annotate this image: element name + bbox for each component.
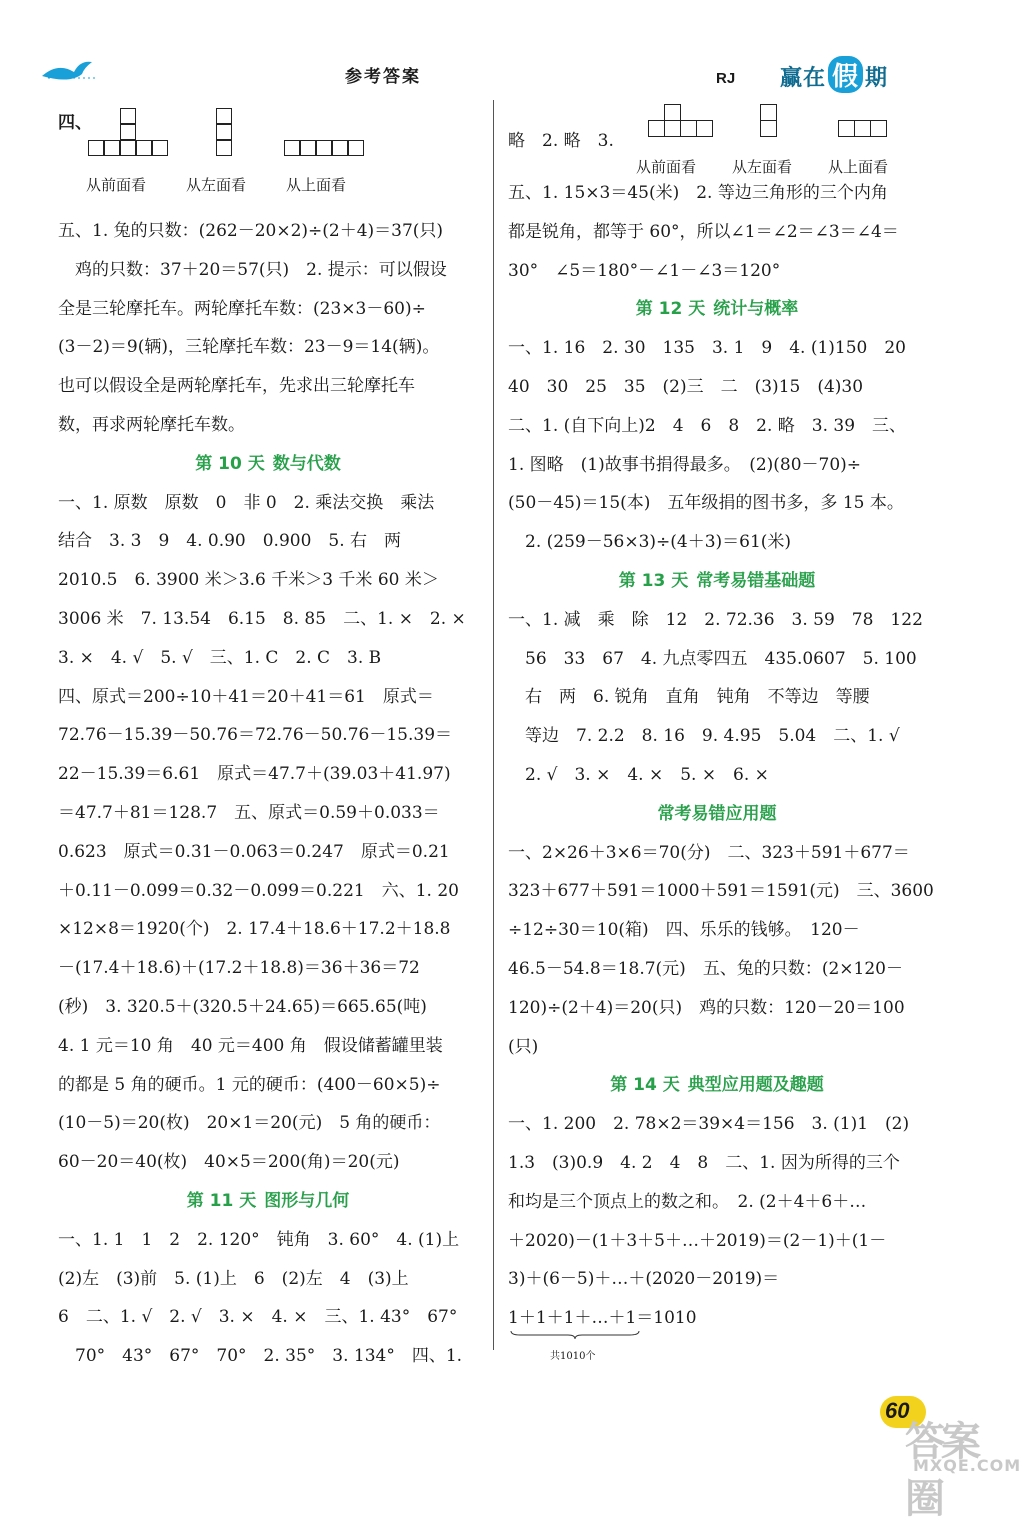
- text-line: 56 33 67 4. 九点零四五 435.0607 5. 100: [508, 648, 917, 669]
- watermark: [905, 1410, 1021, 1522]
- text-line: 3006 米 7. 13.54 6.15 8. 85 二、1. × 2. ×: [58, 608, 466, 629]
- watermark-top: 答案圈: [905, 1419, 977, 1522]
- text-line: 323＋677＋591＝1000＋591＝1591(元) 三、3600: [508, 881, 934, 902]
- text-line: 和均是三个顶点上的数之和。 2. (2＋4＋6＋…: [508, 1191, 867, 1212]
- answer-block-14: [508, 1105, 926, 1338]
- brand-pre: 赢在: [780, 66, 827, 91]
- section-day: 第 11 天: [186, 1190, 257, 1211]
- text-line: 3)＋(6－5)＋…＋(2020－2019)＝: [508, 1269, 780, 1290]
- views-diagram-right: [508, 100, 926, 174]
- text-line: 2. (259－56×3)÷(4＋3)＝61(米): [508, 532, 792, 553]
- text-line: (只): [508, 1036, 539, 1057]
- text-line: 30° ∠5＝180°－∠1－∠3＝120°: [508, 260, 781, 281]
- text-line: 120)÷(2＋4)＝20(只) 鸡的只数：120－20＝100: [508, 997, 905, 1018]
- text-line: 46.5－54.8＝18.7(元) 五、兔的只数：(2×120－: [508, 958, 903, 979]
- section-title-day11: [58, 1182, 478, 1221]
- answer-block-11-cont: [508, 174, 926, 290]
- answer-block-9: [58, 212, 478, 445]
- section-title-day14: [508, 1066, 926, 1105]
- text-line: 3. × 4. √ 5. √ 三、1. C 2. C 3. B: [58, 647, 382, 668]
- text-line: 全是三轮摩托车。两轮摩托车数：(23×3－60)÷: [58, 298, 426, 319]
- text-line: 的都是 5 角的硬币。1 元的硬币：(400－60×5)÷: [58, 1074, 441, 1095]
- text-line: 一、1. 200 2. 78×2＝39×4＝156 3. (1)1 (2): [508, 1114, 910, 1135]
- text-line: (10－5)＝20(枚) 20×1＝20(元) 5 角的硬币：: [58, 1113, 441, 1134]
- text-line: 40 30 25 35 (2)三 二 (3)15 (4)30: [508, 376, 864, 397]
- underbrace-label: 共1010个: [550, 1350, 596, 1362]
- text-line: 结合 3. 3 9 4. 0.90 0.900 5. 右 两: [58, 531, 402, 552]
- text-line: (2)左 (3)前 5. (1)上 6 (2)左 4 (3)上: [58, 1268, 409, 1289]
- text-line: 等边 7. 2.2 8. 16 9. 4.95 5.04 二、1. √: [508, 726, 900, 747]
- text-line: ＋0.11－0.099＝0.32－0.099＝0.221 六、1. 20: [58, 880, 459, 901]
- text-line: 都是锐角，都等于 60°，所以∠1＝∠2＝∠3＝∠4＝: [508, 221, 899, 242]
- section-title-day13: [508, 562, 926, 601]
- text-line: ÷12÷30＝10(箱) 四、乐乐的钱够。 120－: [508, 920, 860, 941]
- text-line: (50－45)＝15(本) 五年级捐的图书多，多 15 本。: [508, 493, 904, 514]
- edition-label: RJ: [716, 70, 736, 87]
- section-topic: 常考易错应用题: [657, 803, 777, 824]
- views-diagram-left: [58, 100, 478, 212]
- section-topic: 统计与概率: [713, 299, 799, 320]
- q4-label: 四、: [58, 113, 92, 133]
- section-title-day12: [508, 290, 926, 329]
- text-line: 4. 1 元＝10 角 40 元＝400 角 假设储蓄罐里装: [58, 1035, 443, 1056]
- text-line: 一、1. 1 1 2 2. 120° 钝角 3. 60° 4. (1)上: [58, 1229, 460, 1250]
- text-line: 0.623 原式＝0.31－0.063＝0.247 原式＝0.21: [58, 841, 450, 862]
- text-line: 也可以假设全是两轮摩托车，先求出三轮摩托车: [58, 376, 415, 397]
- section-topic: 常考易错基础题: [696, 570, 816, 591]
- answer-block-12: [508, 329, 926, 562]
- view-label-left: 从左面看: [186, 176, 247, 194]
- brand-post: 期: [865, 66, 889, 91]
- view-label-left: 从左面看: [732, 158, 793, 176]
- text-line: 鸡的只数：37＋20＝57(只) 2. 提示：可以假设: [58, 259, 447, 280]
- underbrace-block: [508, 1338, 926, 1362]
- answer-block-13: [508, 601, 926, 795]
- section-topic: 数与代数: [272, 453, 341, 474]
- text-line: 72.76－15.39－50.76＝72.76－50.76－15.39＝: [58, 725, 453, 746]
- text-line: 一、1. 原数 原数 0 非 0 2. 乘法交换 乘法: [58, 492, 435, 513]
- view-label-front: 从前面看: [636, 158, 697, 176]
- view-label-front: 从前面看: [86, 176, 147, 194]
- text-line: 2. √ 3. × 4. × 5. × 6. ×: [508, 764, 769, 785]
- text-line: 1. 图略 (1)故事书捐得最多。 (2)(80－70)÷: [508, 454, 862, 475]
- text-line: 五、1. 15×3＝45(米) 2. 等边三角形的三个内角: [508, 183, 888, 203]
- brand-logo: [780, 56, 930, 92]
- q23-prefix: 略 2. 略 3.: [508, 131, 614, 151]
- section-topic: 典型应用题及趣题: [687, 1075, 824, 1096]
- brand-big: 假: [828, 56, 863, 93]
- text-line: 60－20＝40(枚) 40×5＝200(角)＝20(元): [58, 1152, 400, 1173]
- section-day: 第 13 天: [618, 570, 689, 591]
- text-line: 一、1. 16 2. 30 135 3. 1 9 4. (1)150 20: [508, 338, 906, 359]
- text-line: ＝47.7＋81＝128.7 五、原式＝0.59＋0.033＝: [58, 802, 440, 823]
- left-column: [58, 100, 478, 1376]
- answer-block-13b: [508, 834, 934, 1067]
- text-line: 1.3 (3)0.9 4. 2 4 8 二、1. 因为所得的三个: [508, 1152, 900, 1173]
- text-line: 五、1. 兔的只数：(262－20×2)÷(2＋4)＝37(只): [58, 221, 444, 241]
- text-line: 二、1. (自下向上)2 4 6 8 2. 略 3. 39 三、: [508, 415, 907, 436]
- text-line: －(17.4＋18.6)＋(17.2＋18.8)＝36＋36＝72: [58, 958, 420, 979]
- section-title-day10: [58, 445, 478, 484]
- watermark-bottom: MXQE.COM: [913, 1456, 1021, 1475]
- view-label-top: 从上面看: [286, 176, 347, 194]
- text-line: 一、1. 减 乘 除 12 2. 72.36 3. 59 78 122: [508, 609, 923, 630]
- text-line: (3－2)＝9(辆)，三轮摩托车数：23－9＝14(辆)。: [58, 337, 440, 358]
- section-day: 第 10 天: [195, 453, 265, 474]
- text-line: 2010.5 6. 3900 米＞3.6 千米＞3 千米 60 米＞: [58, 570, 439, 591]
- answer-block-10: [58, 484, 478, 1182]
- column-divider: [493, 100, 494, 1350]
- text-line: 70° 43° 67° 70° 2. 35° 3. 134° 四、1.: [58, 1346, 463, 1367]
- bird-logo-icon: [40, 56, 100, 86]
- header-title: 参考答案: [345, 67, 421, 87]
- text-line: (秒) 3. 320.5＋(320.5＋24.65)＝665.65(吨): [58, 996, 427, 1017]
- text-line: 数，再求两轮摩托车数。: [58, 414, 245, 435]
- answer-block-11: [58, 1221, 478, 1376]
- view-label-top: 从上面看: [828, 158, 889, 176]
- text-line: 右 两 6. 锐角 直角 钝角 不等边 等腰: [508, 687, 870, 708]
- text-line: 一、2×26＋3×6＝70(分) 二、323＋591＋677＝: [508, 842, 910, 863]
- text-line: ＋2020)－(1＋3＋5＋…＋2019)＝(2－1)＋(1－: [508, 1230, 887, 1251]
- text-line: ×12×8＝1920(个) 2. 17.4＋18.6＋17.2＋18.8: [58, 919, 451, 940]
- text-line: 22－15.39＝6.61 原式＝47.7＋(39.03＋41.97): [58, 764, 451, 785]
- text-line: 6 二、1. √ 2. √ 3. × 4. × 三、1. 43° 67°: [58, 1307, 458, 1328]
- section-day: 第 14 天: [610, 1075, 680, 1096]
- text-line: 1＋1＋1＋…＋1＝1010: [508, 1308, 697, 1329]
- section-topic: 图形与几何: [264, 1190, 350, 1211]
- text-line: 四、原式＝200÷10＋41＝20＋41＝61 原式＝: [58, 686, 434, 707]
- section-title-day13b: [508, 795, 926, 834]
- section-day: 第 12 天: [635, 299, 706, 320]
- right-column: [508, 100, 934, 1362]
- page-header: [0, 0, 1000, 100]
- page-number: 60: [885, 1398, 910, 1423]
